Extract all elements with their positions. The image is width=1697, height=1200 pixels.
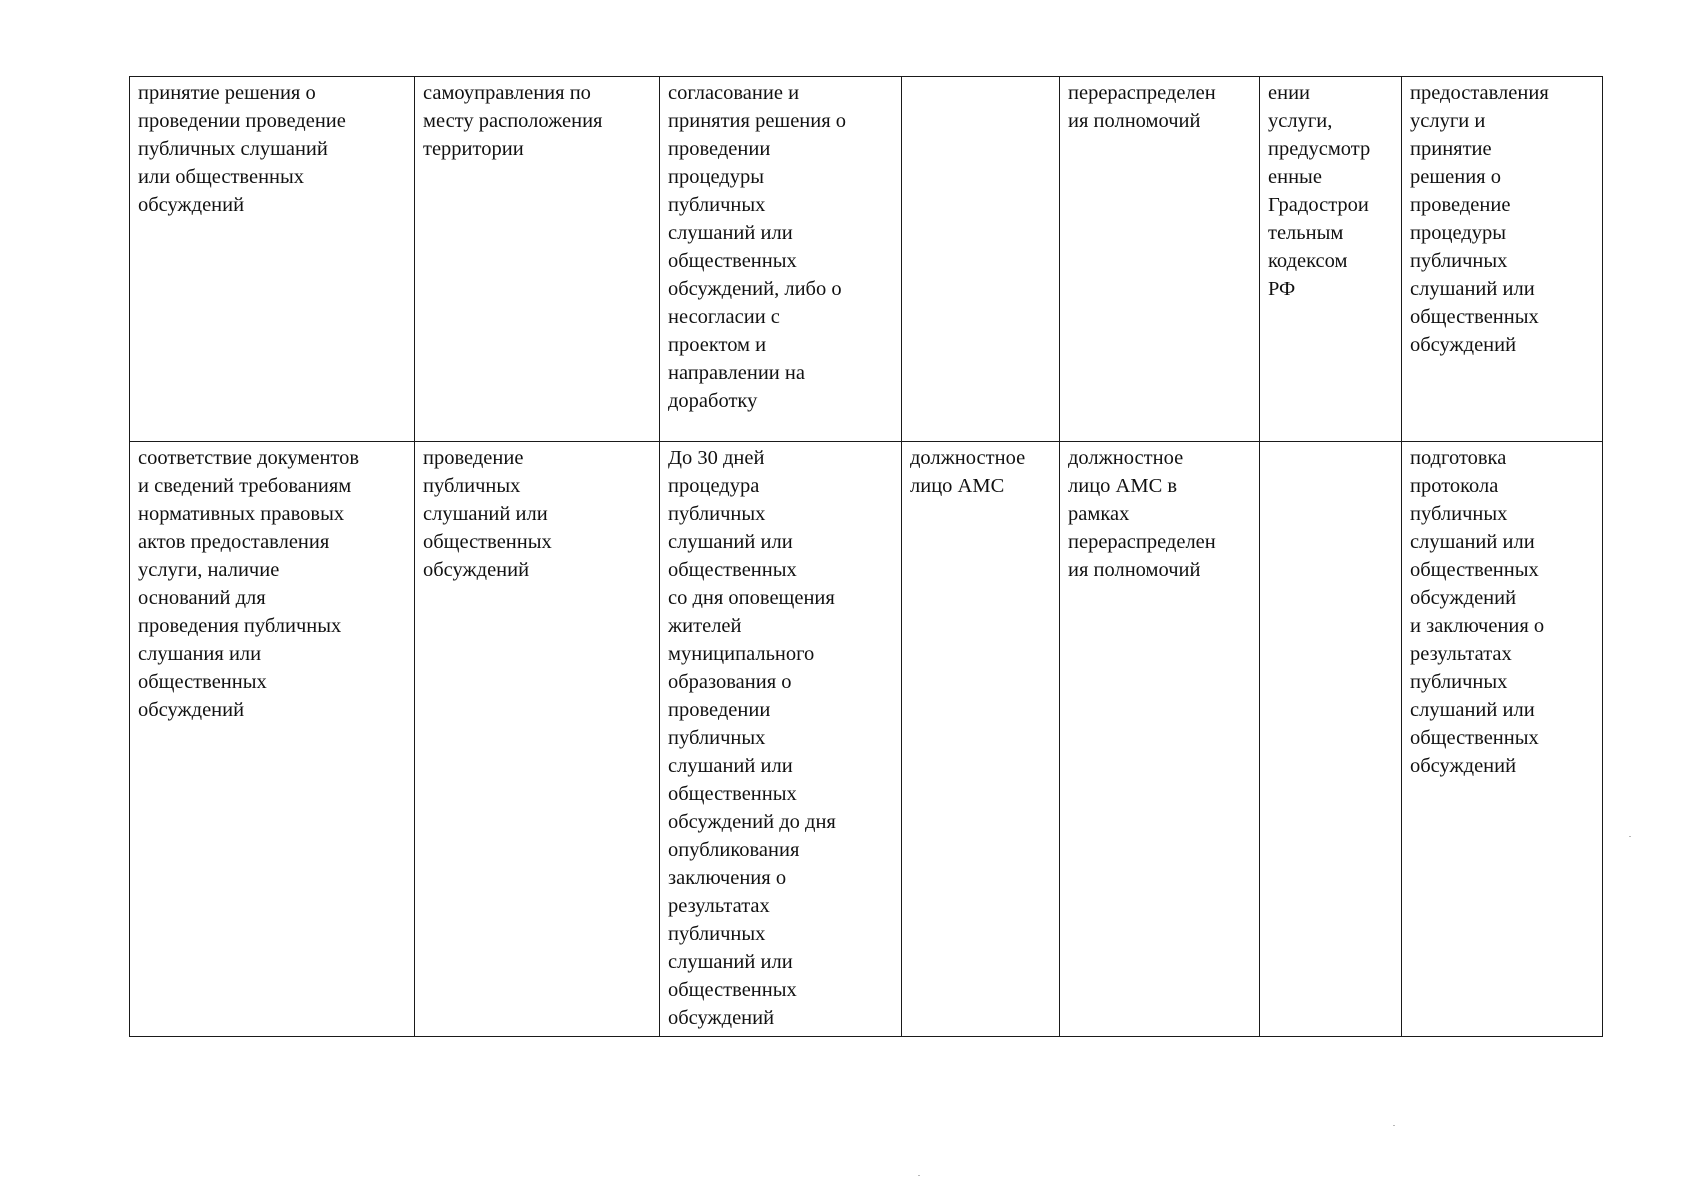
table-cell: соответствие документов и сведений требованиям нормативных правовых актов предоставления услуги, наличие оснований для проведения публичных слушания или общественных обсуждений bbox=[130, 442, 415, 1037]
table-cell: До 30 дней процедура публичных слушаний или общественных со дня оповещения жителей муниципального образования о проведении публичных слушаний или общественных обсуждений до дня опубликования заключения о результатах публичных слушаний или общественных обсуждений bbox=[660, 442, 902, 1037]
scan-speck bbox=[1393, 1125, 1395, 1126]
table-cell: подготовка протокола публичных слушаний или общественных обсуждений и заключения о результатах публичных слушаний или общественных обсуждений bbox=[1402, 442, 1603, 1037]
table-cell: принятие решения о проведении проведение публичных слушаний или общественных обсуждений bbox=[130, 77, 415, 442]
procedure-table bbox=[129, 76, 1603, 1037]
table-cell: проведение публичных слушаний или общественных обсуждений bbox=[415, 442, 660, 1037]
scan-speck bbox=[918, 1175, 920, 1176]
scan-speck bbox=[1629, 836, 1631, 837]
table-cell: перераспределен ия полномочий bbox=[1060, 77, 1260, 442]
table-cell: самоуправления по месту расположения территории bbox=[415, 77, 660, 442]
table-cell: должностное лицо АМС bbox=[902, 442, 1060, 1037]
table-cell: ении услуги, предусмотр енные Градострои тельным кодексом РФ bbox=[1260, 77, 1402, 442]
table-cell: должностное лицо АМС в рамках перераспределен ия полномочий bbox=[1060, 442, 1260, 1037]
table-cell: согласование и принятия решения о проведении процедуры публичных слушаний или общественных обсуждений, либо о несогласии с проектом и направлении на доработку bbox=[660, 77, 902, 442]
table-row bbox=[130, 442, 1603, 1037]
table-cell bbox=[1260, 442, 1402, 1037]
table-row bbox=[130, 77, 1603, 442]
table-cell bbox=[902, 77, 1060, 442]
table-cell: предоставления услуги и принятие решения о проведение процедуры публичных слушаний или общественных обсуждений bbox=[1402, 77, 1603, 442]
